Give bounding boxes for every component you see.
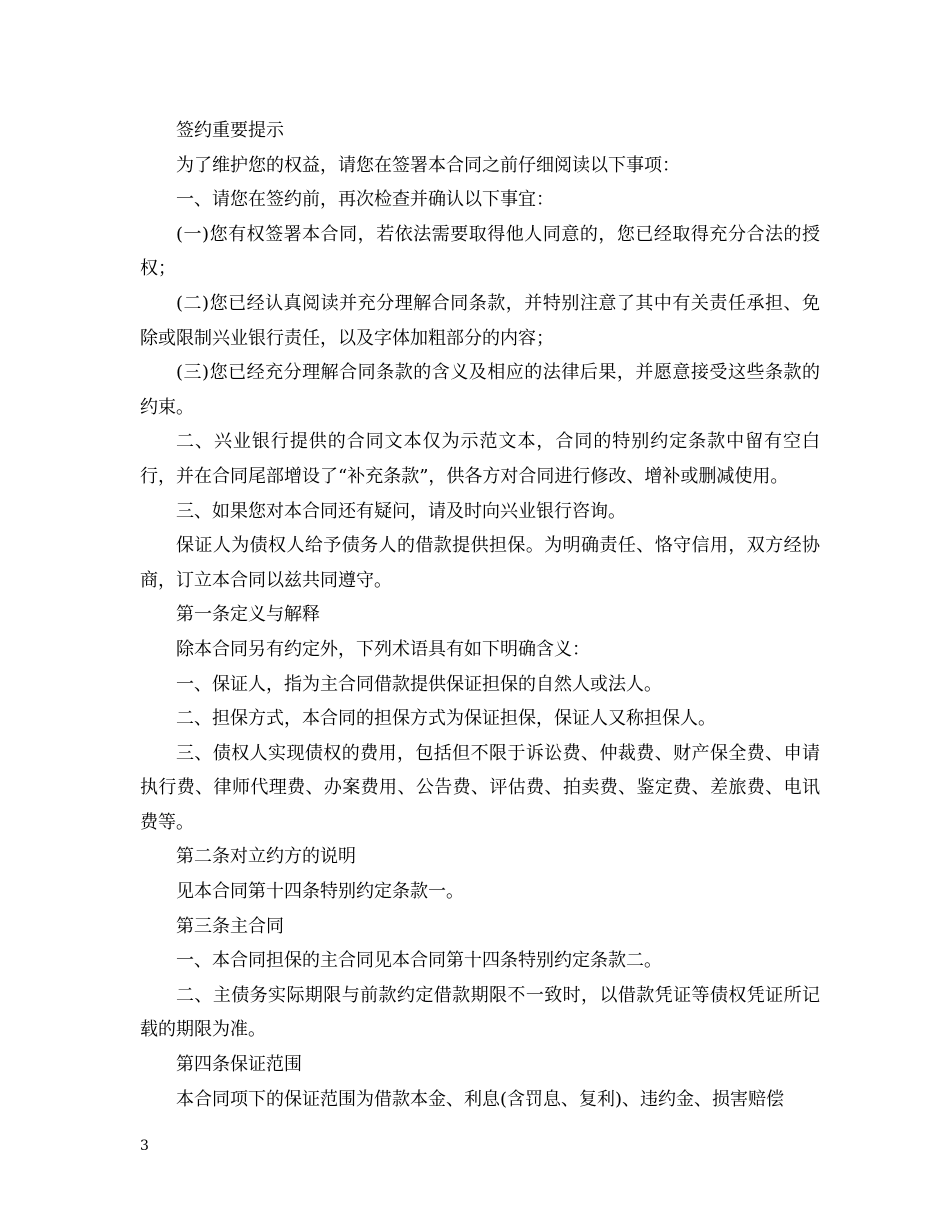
heading-article-2: 第二条对立约方的说明 — [176, 846, 356, 868]
paragraph: 一、保证人，指为主合同借款提供保证担保的自然人或法人。 — [176, 673, 662, 695]
paragraph: 三、债权人实现债权的费用，包括但不限于诉讼费、仲裁费、财产保全费、申请执行费、律师代理费、办案费用、公告费、评估费、拍卖费、鉴定费、差旅费、电讯费等。 — [140, 742, 820, 833]
paragraph: 二、担保方式，本合同的担保方式为保证担保，保证人又称担保人。 — [176, 708, 716, 730]
paragraph: 保证人为债权人给予债务人的借款提供担保。为明确责任、恪守信用，双方经协商，订立本合同以兹共同遵守。 — [140, 535, 820, 591]
paragraph: 二、兴业银行提供的合同文本仅为示范文本，合同的特别约定条款中留有空白行，并在合同尾部增设了“补充条款”，供各方对合同进行修改、增补或删减使用。 — [140, 431, 820, 487]
paragraph: 一、请您在签约前，再次检查并确认以下事宜： — [176, 189, 554, 211]
paragraph: 三、如果您对本合同还有疑问，请及时向兴业银行咨询。 — [176, 500, 626, 522]
heading-signing-notice: 签约重要提示 — [176, 120, 284, 141]
paragraph: 除本合同另有约定外，下列术语具有如下明确含义： — [176, 638, 590, 660]
paragraph: (二)您已经认真阅读并充分理解合同条款，并特别注意了其中有关责任承担、免除或限制兴业银行责任，以及字体加粗部分的内容； — [140, 292, 820, 349]
paragraph: (三)您已经充分理解合同条款的含义及相应的法律后果，并愿意接受这些条款的约束。 — [140, 362, 820, 418]
heading-article-3: 第三条主合同 — [176, 915, 284, 937]
document-body — [140, 114, 820, 1117]
paragraph: 为了维护您的权益，请您在签署本合同之前仔细阅读以下事项： — [176, 154, 680, 176]
page-number: 3 — [140, 1138, 149, 1154]
paragraph: (一)您有权签署本合同，若依法需要取得他人同意的，您已经取得充分合法的授权； — [140, 223, 820, 280]
paragraph: 见本合同第十四条特别约定条款一。 — [176, 881, 464, 903]
heading-article-1: 第一条定义与解释 — [176, 604, 320, 626]
heading-article-4: 第四条保证范围 — [176, 1054, 302, 1076]
paragraph: 本合同项下的保证范围为借款本金、利息(含罚息、复利)、违约金、损害赔偿 — [176, 1088, 785, 1110]
paragraph: 一、本合同担保的主合同见本合同第十四条特别约定条款二。 — [176, 950, 662, 972]
paragraph: 二、主债务实际期限与前款约定借款期限不一致时，以借款凭证等债权凭证所记载的期限为准。 — [140, 984, 820, 1041]
